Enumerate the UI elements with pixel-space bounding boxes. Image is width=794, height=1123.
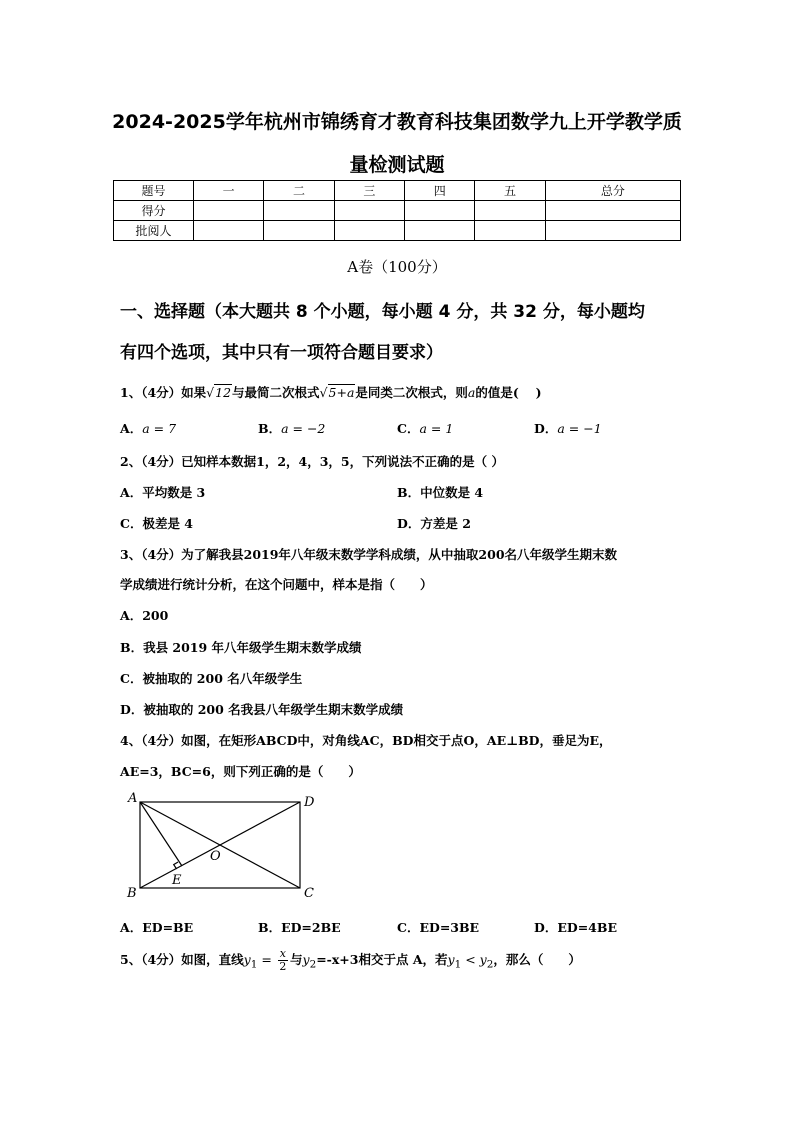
question-1 bbox=[120, 383, 542, 401]
header-cell: 二 bbox=[264, 181, 334, 201]
q1-option-c[interactable]: C．a = 1 bbox=[397, 421, 454, 436]
q3-option-b[interactable]: B．我县 2019 年八年级学生期末数学成绩 bbox=[120, 640, 362, 655]
rectangle-figure bbox=[120, 788, 320, 898]
question-4-line2: AE=3，BC=6，则下列正确的是（ ） bbox=[120, 764, 361, 779]
exam-title-line2: 量检测试题 bbox=[349, 154, 445, 176]
score-cell[interactable] bbox=[545, 201, 680, 221]
score-table bbox=[113, 180, 681, 241]
q4-option-c[interactable]: C．ED=3BE bbox=[397, 920, 480, 935]
label-a: A bbox=[128, 791, 138, 806]
volume-label: A卷（100分） bbox=[347, 258, 447, 276]
header-cell: 题号 bbox=[114, 181, 194, 201]
q1-option-a[interactable]: A．a = 7 bbox=[120, 421, 177, 436]
exam-title-line1: 2024-2025学年杭州市锦绣育才教育科技集团数学九上开学教学质 bbox=[112, 111, 682, 133]
score-cell[interactable] bbox=[194, 201, 264, 221]
grader-cell[interactable] bbox=[475, 221, 545, 241]
score-cell[interactable] bbox=[334, 201, 404, 221]
q2-option-a[interactable]: A．平均数是 3 bbox=[120, 485, 206, 500]
label-e: E bbox=[172, 873, 182, 888]
question-3-line1: 3、（4分）为了解我县2019年八年级末数学学科成绩，从中抽取200名八年级学生期末数 bbox=[120, 547, 618, 562]
q4-option-a[interactable]: A．ED=BE bbox=[120, 920, 194, 935]
sqrt-5-plus-a: √5+a bbox=[319, 385, 355, 400]
section1-heading-line1: 一、选择题（本大题共 8 个小题，每小题 4 分，共 32 分，每小题均 bbox=[120, 302, 645, 322]
q1-option-b[interactable]: B．a = −2 bbox=[258, 421, 326, 436]
score-table-header-row bbox=[114, 181, 681, 201]
q3-option-c[interactable]: C．被抽取的 200 名八年级学生 bbox=[120, 671, 303, 686]
score-row bbox=[114, 201, 681, 221]
q4-option-d[interactable]: D．ED=4BE bbox=[534, 920, 617, 935]
q3-option-a[interactable]: A．200 bbox=[120, 608, 169, 623]
grader-cell[interactable] bbox=[264, 221, 334, 241]
sqrt-12: √12 bbox=[206, 385, 232, 400]
q1-mid: 与最简二次根式 bbox=[232, 385, 320, 400]
label-d: D bbox=[304, 795, 315, 810]
q1-tail: 是同类二次根式，则 bbox=[355, 385, 468, 400]
score-cell[interactable] bbox=[405, 201, 475, 221]
label-o: O bbox=[210, 849, 221, 864]
header-cell: 四 bbox=[405, 181, 475, 201]
header-cell: 三 bbox=[334, 181, 404, 201]
grader-cell[interactable] bbox=[334, 221, 404, 241]
fraction-x-over-2: $\frac{x}{2}$ bbox=[279, 947, 287, 973]
q1-var: a bbox=[467, 385, 476, 400]
row-label: 批阅人 bbox=[114, 221, 194, 241]
q1-option-d[interactable]: D．a = −1 bbox=[534, 421, 602, 436]
question-5: 5、（4分）如图，直线$y_1$ = $\frac{x}{2}$ 与$y_2=-x+3$相交于点 A，若$y_1 < y_2$，那么（ ） bbox=[120, 947, 581, 973]
header-cell: 五 bbox=[475, 181, 545, 201]
header-cell: 总分 bbox=[545, 181, 680, 201]
header-cell: 一 bbox=[194, 181, 264, 201]
section1-heading-line2: 有四个选项，其中只有一项符合题目要求） bbox=[120, 343, 443, 363]
grader-cell[interactable] bbox=[545, 221, 680, 241]
segment-ae bbox=[140, 802, 182, 866]
q2-option-c[interactable]: C．极差是 4 bbox=[120, 516, 193, 531]
question-3-line2: 学成绩进行统计分析，在这个问题中，样本是指（ ） bbox=[120, 577, 433, 592]
q3-option-d[interactable]: D．被抽取的 200 名我县八年级学生期末数学成绩 bbox=[120, 702, 404, 717]
grader-cell[interactable] bbox=[194, 221, 264, 241]
q2-option-d[interactable]: D．方差是 2 bbox=[397, 516, 471, 531]
row-label: 得分 bbox=[114, 201, 194, 221]
score-cell[interactable] bbox=[264, 201, 334, 221]
question-2: 2、（4分）已知样本数据1，2，4，3，5，下列说法不正确的是（ ） bbox=[120, 454, 504, 469]
grader-cell[interactable] bbox=[405, 221, 475, 241]
label-b: B bbox=[127, 886, 137, 898]
q4-option-b[interactable]: B．ED=2BE bbox=[258, 920, 341, 935]
q1-prefix: 1、（4分）如果 bbox=[120, 385, 207, 400]
question-4-line1: 4、（4分）如图，在矩形ABCD中，对角线AC，BD相交于点O，AE⊥BD，垂足为E， bbox=[120, 733, 612, 748]
q2-option-b[interactable]: B．中位数是 4 bbox=[397, 485, 484, 500]
q1-end: 的值是( ) bbox=[475, 385, 542, 400]
grader-row bbox=[114, 221, 681, 241]
label-c: C bbox=[304, 886, 314, 898]
score-cell[interactable] bbox=[475, 201, 545, 221]
